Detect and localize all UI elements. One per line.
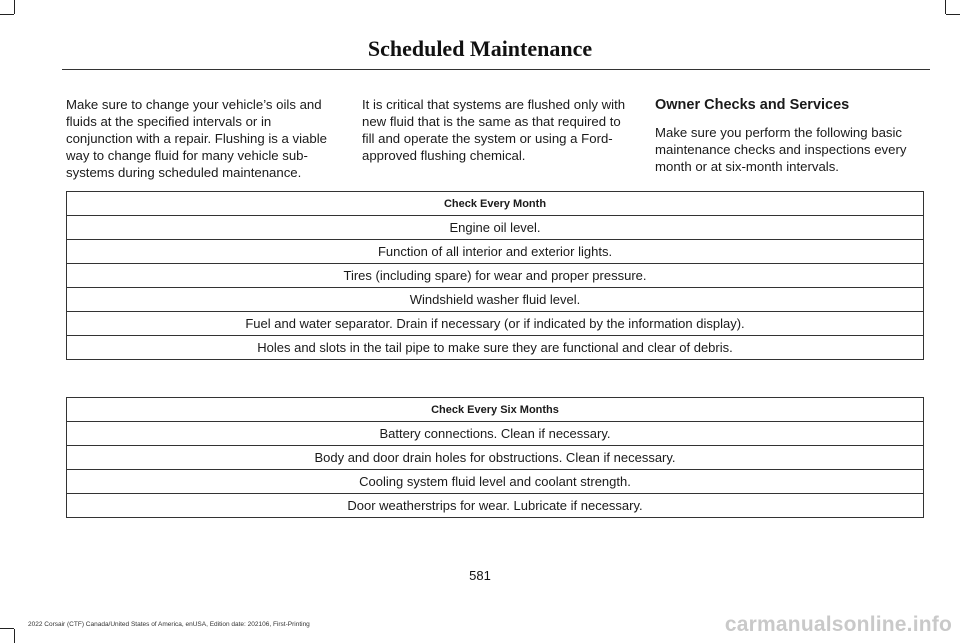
table-row: [67, 494, 924, 518]
watermark: carmanualsonline.info: [724, 613, 952, 636]
page-title: Scheduled Maintenance: [367, 36, 593, 61]
table-cell: Cooling system fluid level and coolant strength.: [67, 470, 924, 494]
crop-mark-top-left-h: [0, 14, 14, 15]
table-row: [67, 470, 924, 494]
intro-paragraph-flushing: It is critical that systems are flushed only with new fluid that is the same as that required to fill and operate the system or using a Ford-approved flushing chemical.: [362, 97, 626, 163]
table-cell: Tires (including spare) for wear and proper pressure.: [67, 264, 924, 288]
intro-paragraph-fluids: Make sure to change your vehicle’s oils and fluids at the specified intervals or in conjunction with a repair. Flushing is a viable way to change fluid for many vehicle sub-systems during scheduled maintenance.: [66, 97, 327, 180]
table-cell: Fuel and water separator. Drain if necessary (or if indicated by the information display).: [67, 312, 924, 336]
section-heading-owner-checks: Owner Checks and Services: [655, 97, 850, 113]
header-divider: [62, 69, 930, 70]
monthly-checks-table: [66, 191, 924, 360]
crop-mark-bottom-left-v: [14, 629, 15, 643]
crop-mark-top-right-h: [946, 14, 960, 15]
table-row: [67, 264, 924, 288]
table-cell: Holes and slots in the tail pipe to make sure they are functional and clear of debris.: [67, 336, 924, 360]
table-cell: Body and door drain holes for obstructions. Clean if necessary.: [67, 446, 924, 470]
intro-paragraph-owner-checks: Make sure you perform the following basic maintenance checks and inspections every month or at six-month intervals.: [655, 125, 907, 174]
table-row: [67, 312, 924, 336]
table-row: [67, 422, 924, 446]
table-cell: Door weatherstrips for wear. Lubricate if necessary.: [67, 494, 924, 518]
intro-column-1: [66, 96, 338, 181]
table-row: [67, 216, 924, 240]
table-header-row: [67, 398, 924, 422]
table-header: Check Every Month: [67, 192, 924, 216]
crop-mark-top-right-v: [945, 0, 946, 14]
table-cell: Function of all interior and exterior lights.: [67, 240, 924, 264]
intro-column-3: [655, 96, 927, 175]
crop-mark-top-left-v: [14, 0, 15, 14]
table-cell: Battery connections. Clean if necessary.: [67, 422, 924, 446]
table-row: [67, 336, 924, 360]
intro-column-2: [362, 96, 634, 164]
six-month-checks-table: [66, 397, 924, 518]
edition-footer: 2022 Corsair (CTF) Canada/United States of America, enUSA, Edition date: 202106, First-Printing: [28, 621, 310, 628]
table-header: Check Every Six Months: [67, 398, 924, 422]
table-cell: Engine oil level.: [67, 216, 924, 240]
table-cell: Windshield washer fluid level.: [67, 288, 924, 312]
table-row: [67, 288, 924, 312]
table-header-row: [67, 192, 924, 216]
table-row: [67, 446, 924, 470]
table-row: [67, 240, 924, 264]
crop-mark-bottom-left-h: [0, 628, 14, 629]
page-number: 581: [469, 568, 491, 583]
